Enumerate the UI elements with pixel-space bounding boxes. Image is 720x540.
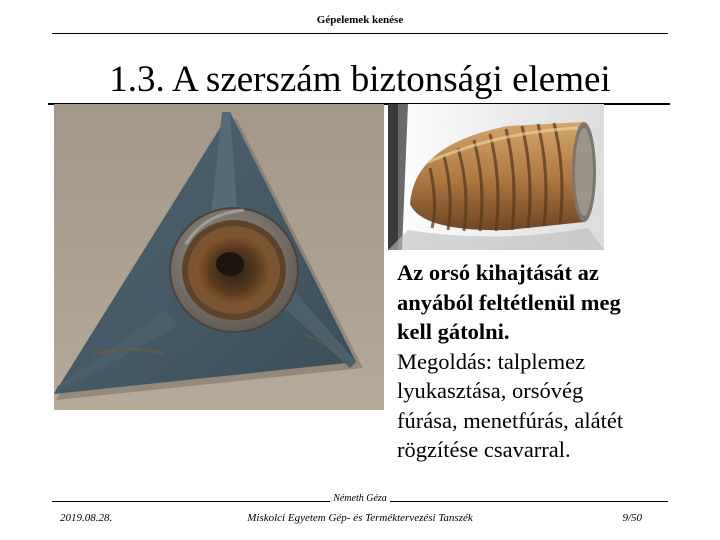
body-line: lyukasztása, orsóvég <box>397 378 584 403</box>
body-line: kell gátolni. <box>397 319 510 344</box>
footer-page-number: 9/50 <box>622 512 642 524</box>
body-line: Az orsó kihajtását az <box>397 260 599 285</box>
footer-author <box>0 493 720 504</box>
body-line: fúrása, menetfúrás, alátét <box>397 407 624 433</box>
footer-date: 2019.08.28. <box>60 512 113 524</box>
base-plate-photo <box>54 104 384 410</box>
author-name: Németh Géza <box>330 493 390 504</box>
base-plate-image <box>54 104 384 410</box>
slide-title: 1.3. A szerszám biztonsági elemei <box>109 59 611 100</box>
body-line: anyából feltétlenül meg <box>397 289 621 315</box>
footer-institution: Miskolci Egyetem Gép- és Terméktervezési Tanszék <box>247 512 473 524</box>
spindle-image <box>388 104 604 250</box>
slide-body-text <box>397 258 697 465</box>
header-divider <box>52 33 668 34</box>
slide-header: Gépelemek kenése <box>316 14 404 26</box>
body-line: Megoldás: talplemez <box>397 348 586 374</box>
spindle-photo <box>388 104 604 250</box>
body-line: rögzítése csavarral. <box>397 437 571 462</box>
